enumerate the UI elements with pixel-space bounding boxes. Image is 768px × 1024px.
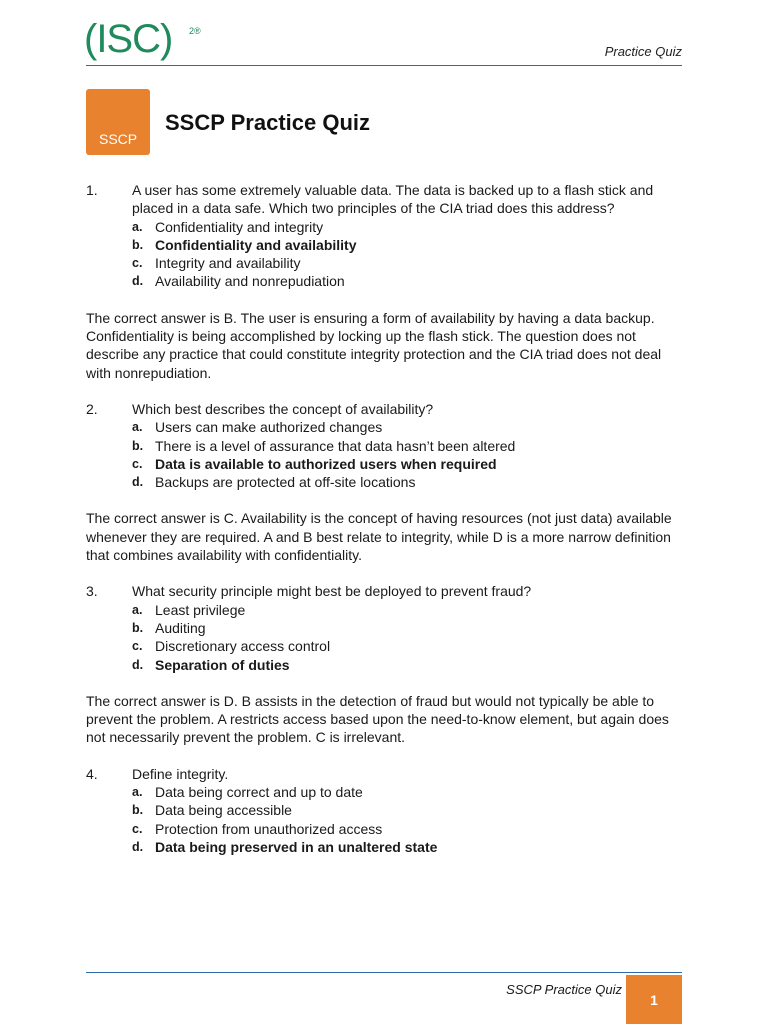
option-letter: c. [132,256,143,271]
option-letter: b. [132,620,144,635]
option-text: Backups are protected at off-site locations [155,474,416,491]
option-b [132,801,676,819]
option-c-correct [132,455,676,473]
question-text: Define integrity. [132,765,229,782]
option-letter: b. [132,237,144,252]
option-text: Auditing [155,619,206,636]
option-letter: a. [132,785,143,800]
option-text: Data being correct and up to date [155,784,363,801]
option-text: Confidentiality and integrity [155,218,324,235]
answer-explanation: The correct answer is B. The user is ensuring a form of availability by having a data backup. Confidentiality is being accomplished by locking up the flash stick. The question does not describe any practice that could constitute integrity protection and the CIA triad does not deal with nonrepudiation. [86,309,662,381]
logo-superscript: 2® [189,26,201,36]
option-text: There is a level of assurance that data hasn’t been altered [155,437,516,454]
option-d-correct [132,656,676,674]
option-text: Separation of duties [155,656,290,673]
option-letter: c. [132,821,143,836]
option-b-correct [132,236,676,254]
option-letter: a. [132,420,143,435]
badge-label: SSCP [99,131,138,147]
option-d [132,272,676,290]
footer-divider [86,972,682,973]
question-3 [86,582,676,746]
option-letter: b. [132,803,144,818]
option-a [132,783,676,801]
option-d [132,473,676,491]
option-b [132,437,676,455]
option-list [132,418,676,491]
option-text: Protection from unauthorized access [155,820,383,837]
footer-label: SSCP Practice Quiz [506,982,622,997]
quiz-content [86,181,676,856]
page-title: SSCP Practice Quiz [165,110,371,135]
option-letter: d. [132,274,144,289]
option-b [132,619,676,637]
option-letter: a. [132,602,143,617]
option-c [132,637,676,655]
question-number: 4. [86,765,98,782]
option-letter: b. [132,438,144,453]
answer-explanation: The correct answer is C. Availability is the concept of having resources (not just data) available whenever they are required. A and B best relate to integrity, while D is a more narrow definition that combines availability with confidentiality. [86,510,672,564]
option-text: Availability and nonrepudiation [155,273,345,290]
question-number: 2. [86,400,98,417]
option-text: Confidentiality and availability [155,236,357,253]
question-text: Which best describes the concept of availability? [132,400,434,417]
option-a [132,218,676,236]
option-c [132,820,676,838]
question-number: 1. [86,182,98,198]
header-divider [86,65,682,66]
option-letter: d. [132,657,144,672]
option-letter: c. [132,639,143,654]
option-a [132,601,676,619]
logo-text: (ISC) [84,17,173,61]
answer-explanation: The correct answer is D. B assists in the detection of fraud but would not typically be able to prevent the problem. A restricts access based upon the need-to-know element, but again does not necessarily prevent the problem. C is irrelevant. [86,692,669,746]
option-letter: d. [132,475,144,490]
option-text: Data is available to authorized users when required [155,455,497,472]
option-text: Data being accessible [155,802,292,819]
option-text: Least privilege [155,601,246,618]
header-label: Practice Quiz [604,44,682,59]
isc2-logo [84,14,201,64]
option-list [132,601,676,674]
option-text: Data being preserved in an unaltered state [155,838,438,855]
option-text: Discretionary access control [155,638,331,655]
option-list [132,218,676,291]
page-number-badge [626,975,682,1024]
option-text: Integrity and availability [155,255,301,272]
question-1 [86,181,676,382]
option-list [132,783,676,856]
question-4 [86,765,676,856]
option-text: Users can make authorized changes [155,419,383,436]
option-letter: c. [132,456,143,471]
option-a [132,418,676,436]
question-2 [86,400,676,564]
option-c [132,254,676,272]
option-letter: d. [132,839,144,854]
question-number: 3. [86,583,98,600]
sscp-badge [86,89,150,155]
question-text: A user has some extremely valuable data. The data is backed up to a flash stick and placed in a data safe. Which two principles of the CIA triad does this address? [132,182,654,217]
page-number: 1 [650,991,658,1008]
option-letter: a. [132,219,143,234]
question-text: What security principle might best be deployed to prevent fraud? [132,583,532,600]
option-d-correct [132,838,676,856]
